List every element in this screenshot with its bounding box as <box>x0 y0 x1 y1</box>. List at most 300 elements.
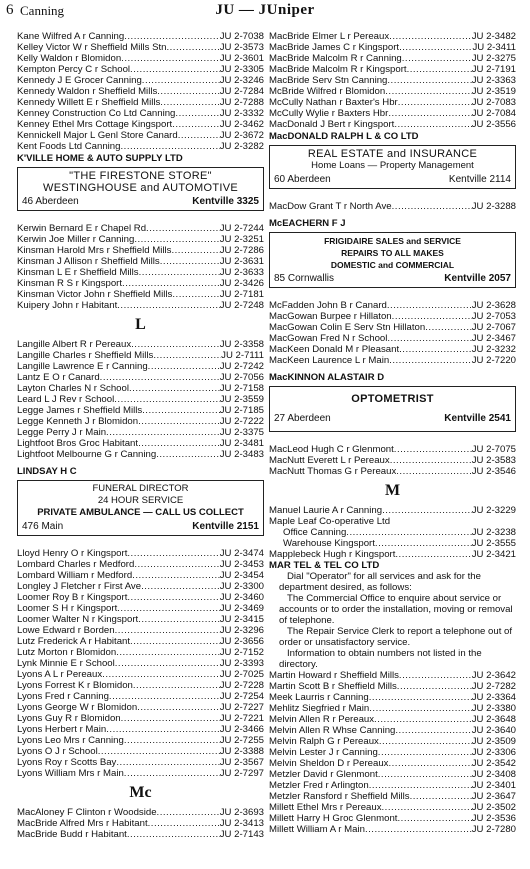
dot-leader <box>157 807 220 818</box>
dot-leader <box>166 42 219 53</box>
advertisement-box <box>17 167 264 211</box>
listing-phone: JU 2-7244 <box>219 223 264 234</box>
listing-phone: JU 2-3559 <box>219 394 264 405</box>
listing-name: Langille Charles r Sheffield Mills <box>17 350 154 361</box>
listing-name: Kuipery John r Habitant <box>17 300 118 311</box>
listing-name: McFadden John B r Canard <box>269 300 387 311</box>
ad-address: 85 Cornwallis <box>274 273 335 284</box>
directory-listing <box>17 300 264 311</box>
dot-leader <box>120 141 219 152</box>
ad-line: REPAIRS TO ALL MAKES <box>341 248 444 258</box>
directory-listing <box>269 119 516 130</box>
directory-listing <box>17 234 264 245</box>
directory-listing <box>269 300 516 311</box>
ad-line: PRIVATE AMBULANCE — CALL US COLLECT <box>37 507 244 518</box>
listing-name: MacGowan Burpee r Hillaton <box>269 311 392 322</box>
directory-listing <box>17 394 264 405</box>
listing-phone: JU 2-7220 <box>471 355 516 366</box>
directory-listing <box>17 108 264 119</box>
listing-name: Loomer Roy B r Kingsport <box>17 592 128 603</box>
dot-leader <box>388 758 471 769</box>
dot-leader <box>394 119 471 130</box>
listing-phone: JU 2-7242 <box>219 361 264 372</box>
listing-phone: JU 2-7083 <box>471 97 516 108</box>
listing-phone: JU 2-3483 <box>219 449 264 460</box>
listing-name: Lowe Edward r Borden <box>17 625 115 636</box>
directory-listing <box>17 130 264 141</box>
directory-listing <box>269 791 516 802</box>
listing-block <box>17 339 264 460</box>
right-column <box>269 31 516 835</box>
dot-leader <box>369 692 472 703</box>
listing-phone: JU 2-3413 <box>219 818 264 829</box>
directory-listing <box>269 714 516 725</box>
listing-phone: JU 2-3469 <box>219 603 264 614</box>
listing-name: Loomer S H r Kingsport <box>17 603 118 614</box>
dot-leader <box>100 372 220 383</box>
directory-listing <box>17 658 264 669</box>
directory-listing <box>17 636 264 647</box>
listing-phone: JU 2-3546 <box>471 466 516 477</box>
directory-listing <box>17 449 264 460</box>
left-column <box>17 31 264 840</box>
ad-phone: Kentville 2114 <box>448 174 511 185</box>
directory-listing <box>17 86 264 97</box>
directory-listing <box>17 625 264 636</box>
listing-name: Layton Charles N r School <box>17 383 129 394</box>
dot-leader <box>382 802 472 813</box>
ad-line: "THE FIRESTONE STORE" <box>69 170 212 182</box>
listing-name: Lyons Roy r Scotts Bay <box>17 757 117 768</box>
listing-name: MacDow Grant T r North Ave <box>269 201 392 212</box>
listing-name: Langille Lawrence E r Canning <box>17 361 148 372</box>
listing-phone: JU 2-7297 <box>219 768 264 779</box>
listing-phone: JU 2-3305 <box>219 64 264 75</box>
advertisement-box <box>269 145 516 189</box>
dot-leader <box>407 64 472 75</box>
listing-name: Kelley Victor W r Sheffield Mills Stn <box>17 42 167 53</box>
directory-listing <box>17 42 264 53</box>
dot-leader <box>397 813 471 824</box>
listing-name: Kelly Waldon r Blomidon <box>17 53 122 64</box>
advertisement-box <box>269 386 516 432</box>
notice-paragraph: Dial "Operator" for all services and ask for the department desired, as follows: <box>279 571 481 593</box>
dot-leader <box>109 691 220 702</box>
listing-phone: JU 2-3467 <box>471 333 516 344</box>
directory-listing <box>17 31 264 42</box>
listing-phone: JU 2-7191 <box>471 64 516 75</box>
listing-name: Metzler David r Glenmont <box>269 769 378 780</box>
listing-name: Leard L J Rev r School <box>17 394 115 405</box>
listing-name: MacBride Alfred Mrs r Habitant <box>17 818 148 829</box>
dot-leader <box>124 768 220 779</box>
dot-leader <box>399 670 472 681</box>
listing-name: MacLeod Hugh C r Glenmont <box>269 444 394 455</box>
listing-name: Lynk Minnie E r School <box>17 658 115 669</box>
directory-listing <box>269 466 516 477</box>
listing-phone: JU 2-7053 <box>471 311 516 322</box>
listing-phone: JU 2-3542 <box>471 758 516 769</box>
dot-leader <box>98 746 220 757</box>
listing-phone: JU 2-3628 <box>471 300 516 311</box>
dot-leader <box>153 350 221 361</box>
directory-listing <box>17 53 264 64</box>
listing-phone: JU 2-3693 <box>219 807 264 818</box>
directory-listing <box>17 581 264 592</box>
dot-leader <box>115 658 220 669</box>
listing-name: Kennedy Waldon r Sheffield Mills <box>17 86 158 97</box>
directory-listing <box>17 223 264 234</box>
dot-leader <box>114 394 220 405</box>
directory-listing <box>17 669 264 680</box>
listing-name: Millett Ethel Mrs r Pereaux <box>269 802 382 813</box>
dot-leader <box>394 444 472 455</box>
directory-listing <box>17 559 264 570</box>
dot-leader <box>410 791 472 802</box>
advertisement-box <box>269 232 516 288</box>
listing-name: Kinsman J Allison r Sheffield Mills <box>17 256 160 267</box>
listing-name: Kennickell Major L Genl Store Canard <box>17 130 178 141</box>
listing-block <box>269 31 516 130</box>
listing-phone: JU 2-3460 <box>219 592 264 603</box>
dot-leader <box>388 108 471 119</box>
listing-phone: JU 2-7227 <box>219 702 264 713</box>
dot-leader <box>106 724 220 735</box>
ad-phone: Kentville 3325 <box>192 196 259 207</box>
dot-leader <box>387 75 471 86</box>
ad-line: 24 HOUR SERVICE <box>97 495 184 506</box>
directory-listing <box>17 289 264 300</box>
directory-listing <box>269 31 516 42</box>
listing-name: Lyons Herbert r Main <box>17 724 107 735</box>
listing-phone: JU 2-3306 <box>471 747 516 758</box>
listing-name: Lombard Charles r Medford <box>17 559 135 570</box>
listing-phone: JU 2-3633 <box>219 267 264 278</box>
listing-name: Legge James r Sheffield Mills <box>17 405 143 416</box>
listing-name: MacBride Malcolm R r Kingsport <box>269 64 407 75</box>
listing-phone: JU 2-7185 <box>219 405 264 416</box>
directory-listing <box>17 768 264 779</box>
dot-leader <box>132 570 220 581</box>
dot-leader <box>397 681 472 692</box>
directory-listing <box>269 549 516 560</box>
dot-leader <box>395 725 471 736</box>
section-letter: L <box>135 316 146 333</box>
listing-phone: JU 2-3401 <box>471 780 516 791</box>
notice-paragraph: Information to obtain numbers not listed in the directory. <box>279 648 482 670</box>
dot-leader <box>425 322 472 333</box>
listing-phone: JU 2-3275 <box>471 53 516 64</box>
listing-phone: JU 2-3583 <box>471 455 516 466</box>
directory-listing <box>17 757 264 768</box>
dot-leader <box>115 625 220 636</box>
listing-name: Lutz Frederick A r Habitant <box>17 636 131 647</box>
dot-leader <box>172 119 220 130</box>
dot-leader <box>157 86 219 97</box>
dot-leader <box>387 300 472 311</box>
directory-listing <box>17 141 264 152</box>
section-letter: Mc <box>129 784 152 801</box>
listing-name: Millett Harry H Groc Glenmont <box>269 813 398 824</box>
dot-leader <box>129 383 220 394</box>
dot-leader <box>148 361 220 372</box>
directory-listing <box>269 108 516 119</box>
header-city: Canning <box>20 3 65 18</box>
ad-line: WESTINGHOUSE and AUTOMOTIVE <box>43 182 238 194</box>
ad-line: FUNERAL DIRECTOR <box>92 483 189 494</box>
directory-listing <box>17 361 264 372</box>
dot-leader <box>127 548 219 559</box>
listing-name: Lightfoot Bros Groc Habitant <box>17 438 139 449</box>
listing-phone: JU 2-3300 <box>219 581 264 592</box>
dot-leader <box>139 267 220 278</box>
listing-phone: JU 2-3482 <box>471 31 516 42</box>
listing-phone: JU 2-7084 <box>471 108 516 119</box>
directory-listing <box>269 725 516 736</box>
notice-paragraph: The Repair Service Clerk to report a telephone out of order or unsatisfactory service. <box>279 626 513 648</box>
dot-leader <box>148 818 220 829</box>
ad-heading: McEACHERN F J <box>269 218 346 229</box>
listing-phone: JU 2-7221 <box>219 713 264 724</box>
directory-listing <box>17 64 264 75</box>
listing-phone: JU 2-3601 <box>219 53 264 64</box>
dot-leader <box>382 505 472 516</box>
listing-phone: JU 2-3656 <box>219 636 264 647</box>
listing-name: Kempton Percy C r School <box>17 64 131 75</box>
dot-leader <box>160 97 219 108</box>
listing-phone: JU 2-3421 <box>471 549 516 560</box>
directory-listing <box>269 681 516 692</box>
directory-listing <box>269 333 516 344</box>
dot-leader <box>399 344 472 355</box>
listing-name: Kennedy Willett E r Sheffield Mills <box>17 97 161 108</box>
directory-listing <box>269 670 516 681</box>
listing-phone: JU 2-3388 <box>219 746 264 757</box>
listing-block <box>269 505 516 516</box>
listing-phone: JU 2-3642 <box>471 670 516 681</box>
dot-leader <box>369 703 471 714</box>
listing-name: Martin Scott B r Sheffield Mills <box>269 681 397 692</box>
page-header <box>0 0 530 22</box>
listing-block <box>269 549 516 560</box>
dot-leader <box>375 538 472 549</box>
dot-leader <box>127 829 220 840</box>
listing-name: Lantz E O r Canard <box>17 372 100 383</box>
listing-name: MacDonald J Bert r Kingsport <box>269 119 395 130</box>
listing-name: Lyons Fred r Canning <box>17 691 109 702</box>
listing-phone: JU 2-3481 <box>219 438 264 449</box>
directory-listing <box>17 278 264 289</box>
directory-listing <box>269 692 516 703</box>
directory-listing <box>269 86 516 97</box>
directory-listing <box>269 455 516 466</box>
listing-name: Lyons A L r Pereaux <box>17 669 103 680</box>
listing-name: Lloyd Henry O r Kingsport <box>17 548 128 559</box>
listing-name: MacBride Budd r Habitant <box>17 829 127 840</box>
listing-name: Langille Albert R r Pereaux <box>17 339 132 350</box>
listing-name: Longley J Fletcher r First Ave <box>17 581 142 592</box>
directory-listing <box>17 818 264 829</box>
dot-leader <box>146 223 220 234</box>
ad-line: FRIGIDAIRE SALES and SERVICE <box>324 236 461 246</box>
listing-name: MacAloney F Clinton r Woodside <box>17 807 157 818</box>
dot-leader <box>124 735 220 746</box>
listing-phone: JU 2-3380 <box>471 703 516 714</box>
dot-leader <box>178 130 220 141</box>
listing-phone: JU 2-7248 <box>219 300 264 311</box>
dot-leader <box>395 549 471 560</box>
dot-leader <box>156 449 220 460</box>
ad-heading: MacKINNON ALASTAIR D <box>269 372 385 383</box>
listing-name: Office Canning <box>283 527 347 538</box>
listing-name: Lombard William r Medford <box>17 570 133 581</box>
listing-name: Kenney Construction Co Ltd Canning <box>17 108 176 119</box>
listing-name: Manuel Laurie A r Canning <box>269 505 383 516</box>
ad-address: 60 Aberdeen <box>274 174 331 185</box>
directory-listing <box>269 53 516 64</box>
dot-leader <box>138 614 220 625</box>
listing-phone: JU 2-7056 <box>219 372 264 383</box>
listing-phone: JU 2-3502 <box>471 802 516 813</box>
listing-phone: JU 2-3358 <box>219 339 264 350</box>
listing-phone: JU 2-3454 <box>219 570 264 581</box>
directory-listing <box>17 245 264 256</box>
listing-name: Kennedy J E Grocer Canning <box>17 75 142 86</box>
listing-name: Legge Perry J r Main <box>17 427 107 438</box>
listing-name: MacGowan Fred N r School <box>269 333 388 344</box>
dot-leader <box>106 427 220 438</box>
listing-phone: JU 2-3466 <box>219 724 264 735</box>
listing-phone: JU 2-3364 <box>471 692 516 703</box>
directory-listing <box>17 592 264 603</box>
ad-address: 46 Aberdeen <box>22 196 79 207</box>
listing-phone: JU 2-3408 <box>471 769 516 780</box>
dot-leader <box>379 736 472 747</box>
dot-leader <box>378 769 472 780</box>
listing-name: Martin Howard r Sheffield Mills <box>269 670 399 681</box>
dot-leader <box>133 680 220 691</box>
dot-leader <box>134 559 219 570</box>
listing-name: Lyons William Mrs r Main <box>17 768 124 779</box>
header-title: JU — JUniper <box>215 2 315 18</box>
dot-leader <box>130 636 220 647</box>
listing-block <box>17 548 264 779</box>
listing-name: Legge Kenneth J r Blomidon <box>17 416 139 427</box>
listing-name: MacNutt Everett L r Pereaux <box>269 455 390 466</box>
directory-listing <box>269 42 516 53</box>
dot-leader <box>138 416 220 427</box>
listing-phone: JU 2-3415 <box>219 614 264 625</box>
listing-phone: JU 2-3229 <box>471 505 516 516</box>
directory-listing <box>17 807 264 818</box>
dot-leader <box>390 455 472 466</box>
listing-phone: JU 2-3232 <box>471 344 516 355</box>
ad-phone: Kentville 2151 <box>192 521 259 532</box>
listing-name: Lyons Forrest K r Blomidon <box>17 680 133 691</box>
listing-phone: JU 2-3363 <box>471 75 516 86</box>
dot-leader <box>365 824 472 835</box>
listing-name: Loomer Walter N r Kingsport <box>17 614 139 625</box>
listing-phone: JU 2-3536 <box>471 813 516 824</box>
dot-leader <box>122 278 220 289</box>
listing-block <box>269 670 516 835</box>
listing-name: Lyons Guy R r Blomidon <box>17 713 121 724</box>
dot-leader <box>346 527 471 538</box>
listing-phone: JU 2-7282 <box>471 681 516 692</box>
dot-leader <box>130 64 220 75</box>
directory-listing <box>17 75 264 86</box>
listing-phone: JU 2-7038 <box>219 31 264 42</box>
ad-phone: Kentville 2057 <box>444 273 511 284</box>
listing-name: Mehlitz Siegfried r Main <box>269 703 370 714</box>
directory-listing <box>269 355 516 366</box>
listing-phone: JU 2-7286 <box>219 245 264 256</box>
directory-listing <box>17 735 264 746</box>
dot-leader <box>116 647 220 658</box>
listing-phone: JU 2-7254 <box>219 691 264 702</box>
listing-name: Lyons Leo Mrs r Canning <box>17 735 124 746</box>
dot-leader <box>134 234 219 245</box>
listing-phone: JU 2-3296 <box>219 625 264 636</box>
directory-listing <box>17 603 264 614</box>
listing-name: Kerwin Joe Miller r Canning <box>17 234 135 245</box>
ad-address: 476 Main <box>22 521 64 532</box>
listing-phone: JU 2-7075 <box>471 444 516 455</box>
dot-leader <box>138 438 220 449</box>
listing-phone: JU 2-7181 <box>219 289 264 300</box>
listing-phone: JU 2-3246 <box>219 75 264 86</box>
directory-listing <box>269 505 516 516</box>
listing-phone: JU 2-3288 <box>471 201 516 212</box>
listing-block <box>269 201 516 212</box>
dot-leader <box>121 713 220 724</box>
listing-phone: JU 2-3238 <box>471 527 516 538</box>
directory-listing <box>17 350 264 361</box>
listing-phone: JU 2-7158 <box>219 383 264 394</box>
listing-phone: JU 2-7111 <box>221 350 264 361</box>
directory-listing <box>17 680 264 691</box>
listing-name: McCully Nathan r Baxter's Hbr <box>269 97 398 108</box>
dot-leader <box>374 714 472 725</box>
directory-listing <box>269 813 516 824</box>
listing-phone: JU 2-7255 <box>219 735 264 746</box>
listing-name: Warehouse Kingsport <box>283 538 375 549</box>
ad-line: OPTOMETRIST <box>351 393 434 405</box>
dot-leader <box>387 333 471 344</box>
dot-leader <box>392 201 472 212</box>
dot-leader <box>389 355 472 366</box>
listing-block <box>17 31 264 152</box>
dot-leader <box>160 256 220 267</box>
directory-listing <box>269 703 516 714</box>
ad-phone: Kentville 2541 <box>444 413 511 424</box>
listing-name: MacKeen Laurence L r Main <box>269 355 390 366</box>
ad-heading: K'VILLE HOME & AUTO SUPPLY LTD <box>17 153 183 164</box>
directory-listing <box>269 747 516 758</box>
directory-listing <box>269 802 516 813</box>
listing-name: Lightfoot Melbourne G r Canning <box>17 449 157 460</box>
directory-listing <box>269 64 516 75</box>
directory-listing <box>17 713 264 724</box>
listing-name: MacBride Elmer L r Pereaux <box>269 31 390 42</box>
dot-leader <box>385 86 472 97</box>
dot-leader <box>142 75 220 86</box>
listing-name: Kinsman Victor John r Sheffield Mills <box>17 289 173 300</box>
directory-listing <box>269 75 516 86</box>
listing-name: MacBride Malcolm R r Canning <box>269 53 402 64</box>
dot-leader <box>369 780 472 791</box>
listing-phone: JU 2-7025 <box>219 669 264 680</box>
